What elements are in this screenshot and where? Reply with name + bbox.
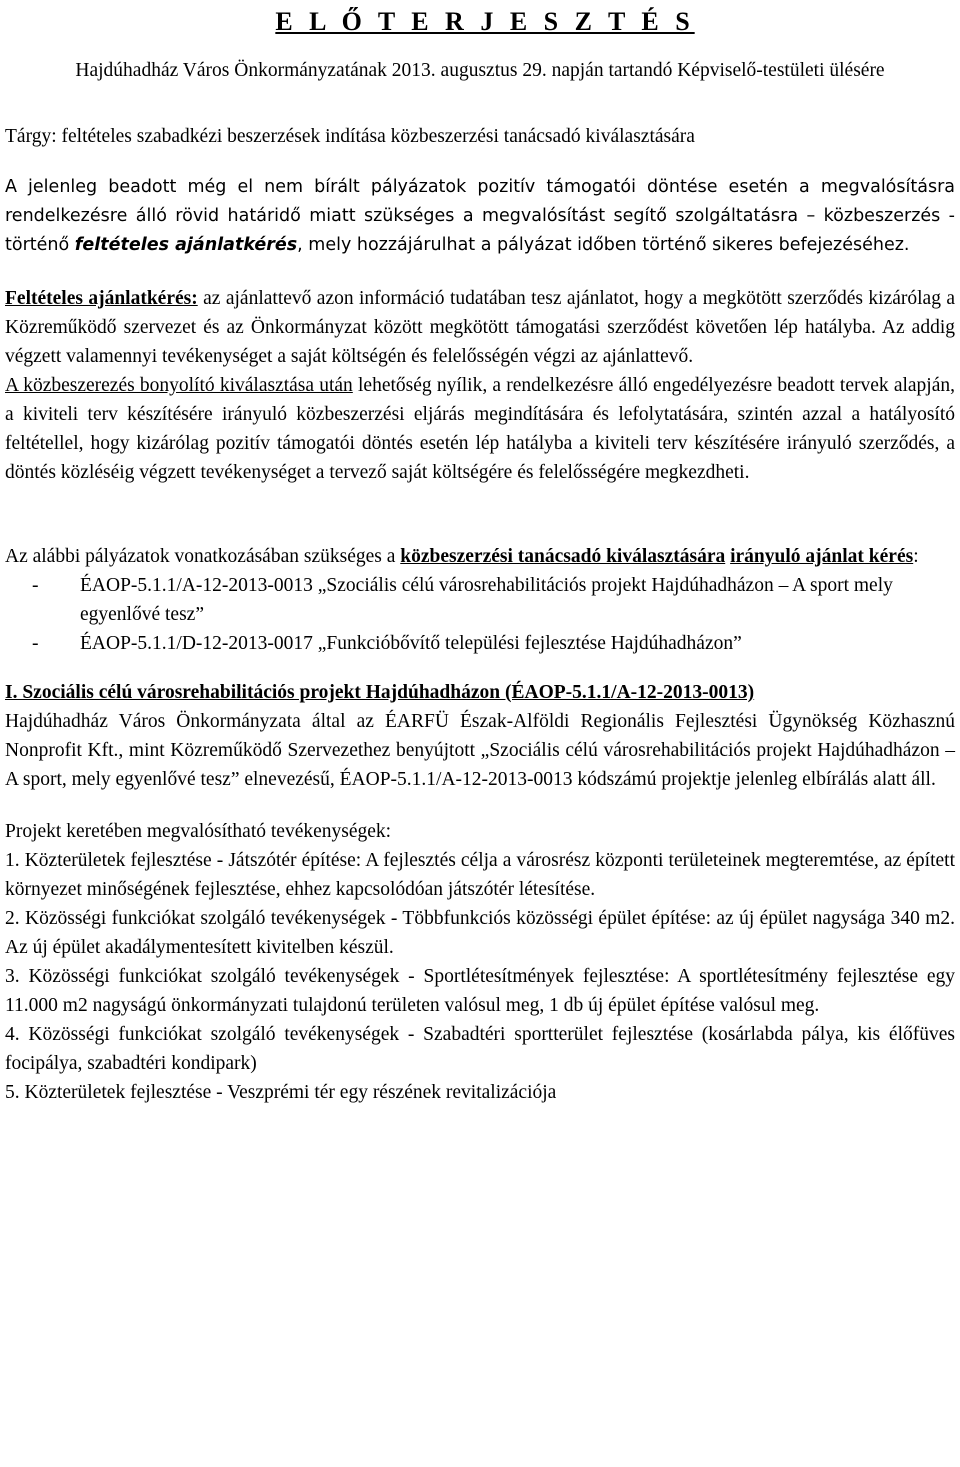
selection-paragraph	[5, 371, 955, 487]
activity-item: 1. Közterületek fejlesztése - Játszótér építése: A fejlesztés célja a városrész központi területeinek megteremtése, az épített környezet minőségének fejlesztése, ehhez kapcsolódóan játszótér létesítése.	[5, 850, 955, 900]
activity-item: 4. Közösségi funkciókat szolgáló tevékenységek - Szabadtéri sportterület fejlesztése (kosárlabda pálya, kis élőfüves focipálya, szabadtéri kondipark)	[5, 1024, 955, 1074]
meeting-subtitle: Hajdúhadház Város Önkormányzatának 2013. augusztus 29. napján tartandó Képviselő-testületi ülésére	[75, 60, 885, 81]
intro-text-2: , mely hozzájárulhat a pályázat időben történő sikeres befejezéséhez.	[297, 235, 910, 255]
list-item	[5, 571, 955, 629]
list-item	[5, 629, 955, 658]
subject-line: Tárgy: feltételes szabadkézi beszerzések indítása közbeszerzési tanácsadó kiválasztására	[5, 126, 695, 147]
section-heading: I. Szociális célú városrehabilitációs projekt Hajdúhadházon (ÉAOP-5.1.1/A-12-2013-0013)	[5, 682, 755, 703]
list-dash: -	[32, 575, 39, 596]
tenders-intro-text-1: Az alábbi pályázatok vonatkozásában szükséges a	[5, 546, 401, 567]
tenders-intro-bold: közbeszerzési tanácsadó kiválasztására	[400, 546, 726, 567]
section-body: Hajdúhadház Város Önkormányzata által az ÉARFÜ Észak-Alföldi Regionális Fejlesztési Ügynökség Közhasznú Nonprofit Kft., mint Közreműködő Szervezethez benyújtott „Szociális célú városrehabilitációs projekt Hajdúhadházon – A sport, mely egyenlővé tesz” elnevezésű, ÉAOP-5.1.1/A-12-2013-0013 kódszámú projektje jelenleg elbírálás alatt áll.	[5, 711, 955, 790]
tender-item-text: ÉAOP-5.1.1/A-12-2013-0013 „Szociális célú városrehabilitációs projekt Hajdúhadházon – A sport mely egyenlővé tesz”	[80, 575, 893, 625]
intro-emphasis: feltételes ajánlatkérés	[74, 235, 298, 255]
conditional-paragraph	[5, 284, 955, 371]
tender-item-text: ÉAOP-5.1.1/D-12-2013-0017 „Funkcióbővítő települési fejlesztése Hajdúhadházon”	[80, 633, 742, 654]
activity-item: 2. Közösségi funkciókat szolgáló tevékenységek - Többfunkciós közösségi épület építése: az új épület nagysága 340 m2. Az új épület akadálymentesített kivitelben készül.	[5, 908, 955, 958]
list-dash: -	[32, 633, 39, 654]
tender-list	[5, 571, 955, 658]
selection-label: A közbeszerezés bonyolító kiválasztása után	[5, 375, 353, 396]
selection-text: lehetőség nyílik, a rendelkezésre álló engedélyezésre beadott tervek alapján, a kiviteli terv készítésére irányuló közbeszerzési eljárás megindítására és lefolytatására, szintén azzal a hatályosító feltétellel, hogy kizárólag pozitív támogatói döntés esetén lép hatályba a kiviteli terv készítésére irányuló szerződés, a döntés közléséig végzett tevékenységet a tervező saját költségére és felelősségére megkezdheti.	[5, 375, 955, 483]
activity-item: 3. Közösségi funkciókat szolgáló tevékenységek - Sportlétesítmények fejlesztése: A sportlétesítmény fejlesztése egy 11.000 m2 nagyságú önkormányzati tulajdonú területen valósul meg, 1 db új épület építése valósul meg.	[5, 966, 955, 1016]
intro-text-1: A jelenleg beadott még el nem bírált pályázatok pozitív támogatói döntése esetén a megvalósításra rendelkezésre álló rövid határidő miatt szükséges a megvalósítást segítő szolgáltatásra – közbeszerzés - történő	[5, 177, 955, 255]
document-page	[0, 7, 960, 1107]
tenders-intro-text-2: :	[913, 546, 919, 567]
activities-heading: Projekt keretében megvalósítható tevékenységek:	[5, 821, 392, 842]
tenders-intro-underlined: irányuló ajánlat kérés	[730, 546, 914, 567]
document-title: E L Ő T E R J E S Z T É S	[275, 7, 695, 36]
intro-paragraph	[5, 173, 955, 260]
conditional-text: az ajánlattevő azon információ tudatában tesz ajánlatot, hogy a megkötött szerződés kizárólag a Közreműködő szervezet és az Önkormányzat között megkötött támogatási szerződést követően lép hatályba. Az addig végzett valamennyi tevékenységet a saját költségén és felelősségén végzi az ajánlattevő.	[5, 288, 956, 367]
tenders-intro	[5, 542, 955, 571]
conditional-label: Feltételes ajánlatkérés:	[5, 288, 198, 309]
activity-item: 5. Közterületek fejlesztése - Veszprémi tér egy részének revitalizációja	[5, 1082, 557, 1103]
